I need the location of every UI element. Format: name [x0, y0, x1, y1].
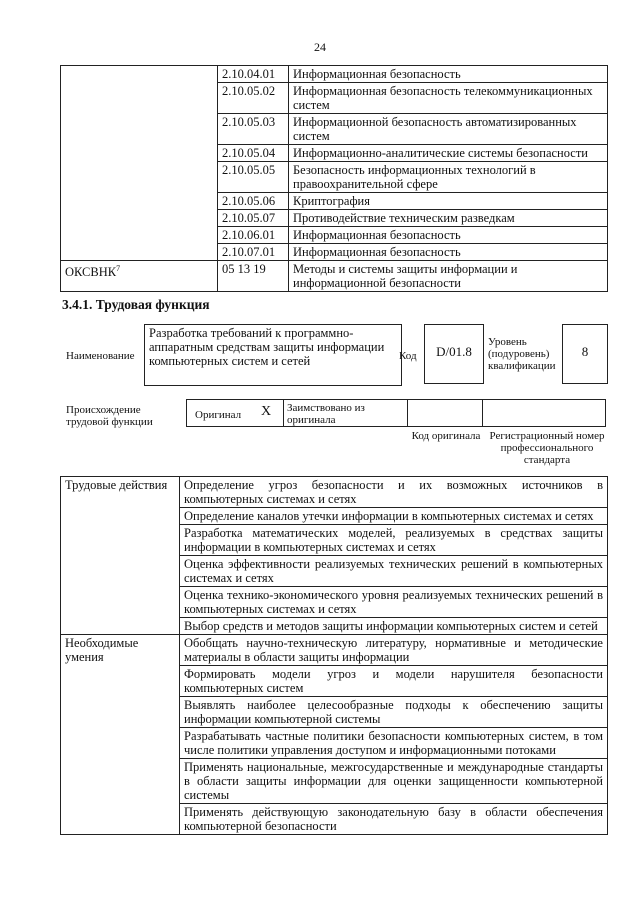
code-cell: 2.10.05.07 — [218, 210, 289, 227]
action-item: Разработка математических моделей, реализуемых в средствах защиты информации в компьютерных системах и сетях — [180, 525, 608, 556]
codes-row — [61, 66, 608, 83]
code-original-caption: Код оригинала — [411, 430, 481, 442]
skill-item: Применять действующую законодательную базу в области обеспечения компьютерной безопасности — [180, 804, 608, 835]
skill-item: Формировать модели угроз и модели нарушителя безопасности компьютерных систем — [180, 666, 608, 697]
actions-row — [61, 587, 608, 618]
function-name-box — [144, 324, 402, 386]
action-item: Выбор средств и методов защиты информации компьютерных систем и сетей — [180, 618, 608, 635]
skills-row — [61, 697, 608, 728]
skills-row — [61, 728, 608, 759]
code-box — [424, 324, 484, 384]
borrowed-label: Заимствовано из оригинала — [287, 402, 365, 426]
oksvnk-label-cell — [61, 261, 218, 292]
level-label: Уровень (подуровень) квалификации — [488, 336, 556, 372]
skills-row — [61, 666, 608, 697]
function-name-value: Разработка требований к программно-аппаратным средствам защиты информации компьютерных систем и сетей — [149, 326, 385, 368]
level-box — [562, 324, 608, 384]
reg-number-cell — [483, 399, 606, 427]
actions-label-spacer — [61, 618, 180, 635]
code-cell: 2.10.07.01 — [218, 244, 289, 261]
borrowed-cell — [283, 399, 408, 427]
action-item: Определение угроз безопасности и их возможных источников в компьютерных системах и сетях — [180, 477, 608, 508]
code-cell: 2.10.05.05 — [218, 162, 289, 193]
function-details-table — [60, 476, 608, 835]
page-number: 24 — [314, 40, 326, 54]
actions-label-spacer — [61, 556, 180, 587]
skill-item: Обобщать научно-техническую литературу, нормативные и методические материалы в области защиты информации — [180, 635, 608, 666]
actions-label: Трудовые действия — [61, 477, 180, 508]
code-name-cell: Информационно-аналитические системы безопасности — [289, 145, 608, 162]
name-label: Наименование — [66, 350, 135, 362]
skill-item: Разрабатывать частные политики безопасности компьютерных систем, в том числе политики управления доступом и информационными потоками — [180, 728, 608, 759]
code-name-cell: Информационная безопасность телекоммуникационных систем — [289, 83, 608, 114]
skills-row — [61, 635, 608, 666]
original-mark: X — [261, 404, 272, 419]
code-cell: 2.10.05.02 — [218, 83, 289, 114]
code-value: D/01.8 — [436, 344, 472, 359]
oksvnk-name: Методы и системы защиты информации и информационной безопасности — [289, 261, 608, 292]
code-name-cell: Противодействие техническим разведкам — [289, 210, 608, 227]
code-label: Код — [399, 350, 417, 362]
skills-label-spacer — [61, 666, 180, 697]
oksvnk-code: 05 13 19 — [218, 261, 289, 292]
actions-label-spacer — [61, 587, 180, 618]
code-cell: 2.10.05.03 — [218, 114, 289, 145]
origin-row — [186, 399, 606, 427]
oksvnk-row — [61, 261, 608, 292]
action-item: Определение каналов утечки информации в компьютерных системах и сетях — [180, 508, 608, 525]
actions-label-spacer — [61, 508, 180, 525]
code-cell: 2.10.05.06 — [218, 193, 289, 210]
original-cell — [186, 399, 284, 427]
code-cell: 2.10.05.04 — [218, 145, 289, 162]
code-cell: 2.10.06.01 — [218, 227, 289, 244]
skill-item: Применять национальные, межгосударственные и международные стандарты в области защиты информации для оценки защищенности компьютерной системы — [180, 759, 608, 804]
actions-row — [61, 556, 608, 587]
actions-row — [61, 477, 608, 508]
code-name-cell: Информационная безопасность — [289, 66, 608, 83]
codes-table — [60, 65, 608, 292]
codes-empty-cell — [61, 66, 218, 261]
skills-label-spacer — [61, 759, 180, 804]
origin-label: Происхождение трудовой функции — [66, 404, 153, 428]
code-name-cell: Безопасность информационных технологий в правоохранительной сфере — [289, 162, 608, 193]
skills-row — [61, 804, 608, 835]
skills-label-spacer — [61, 728, 180, 759]
code-name-cell: Информационная безопасность — [289, 244, 608, 261]
skills-label: Необходимые умения — [61, 635, 180, 666]
code-cell: 2.10.04.01 — [218, 66, 289, 83]
section-title: 3.4.1. Трудовая функция — [62, 297, 210, 312]
actions-row — [61, 618, 608, 635]
actions-row — [61, 508, 608, 525]
actions-label-spacer — [61, 525, 180, 556]
skill-item: Выявлять наиболее целесообразные подходы к обеспечению защиты информации компьютерной системы — [180, 697, 608, 728]
code-name-cell: Информационной безопасность автоматизированных систем — [289, 114, 608, 145]
code-name-cell: Информационная безопасность — [289, 227, 608, 244]
origin-code-cell — [408, 399, 483, 427]
level-value: 8 — [581, 344, 589, 359]
skills-label-spacer — [61, 697, 180, 728]
action-item: Оценка эффективности реализуемых технических решений в компьютерных системах и сетях — [180, 556, 608, 587]
skills-row — [61, 759, 608, 804]
oksvnk-label: ОКСВНК — [65, 265, 117, 280]
reg-number-caption: Регистрационный номер профессионального стандарта — [489, 430, 605, 466]
skills-label-spacer — [61, 804, 180, 835]
action-item: Оценка технико-экономического уровня реализуемых технических решений в компьютерных системах и сетях — [180, 587, 608, 618]
actions-row — [61, 525, 608, 556]
code-name-cell: Криптография — [289, 193, 608, 210]
original-label: Оригинал — [195, 409, 242, 421]
oksvnk-footnote: 7 — [116, 264, 121, 273]
